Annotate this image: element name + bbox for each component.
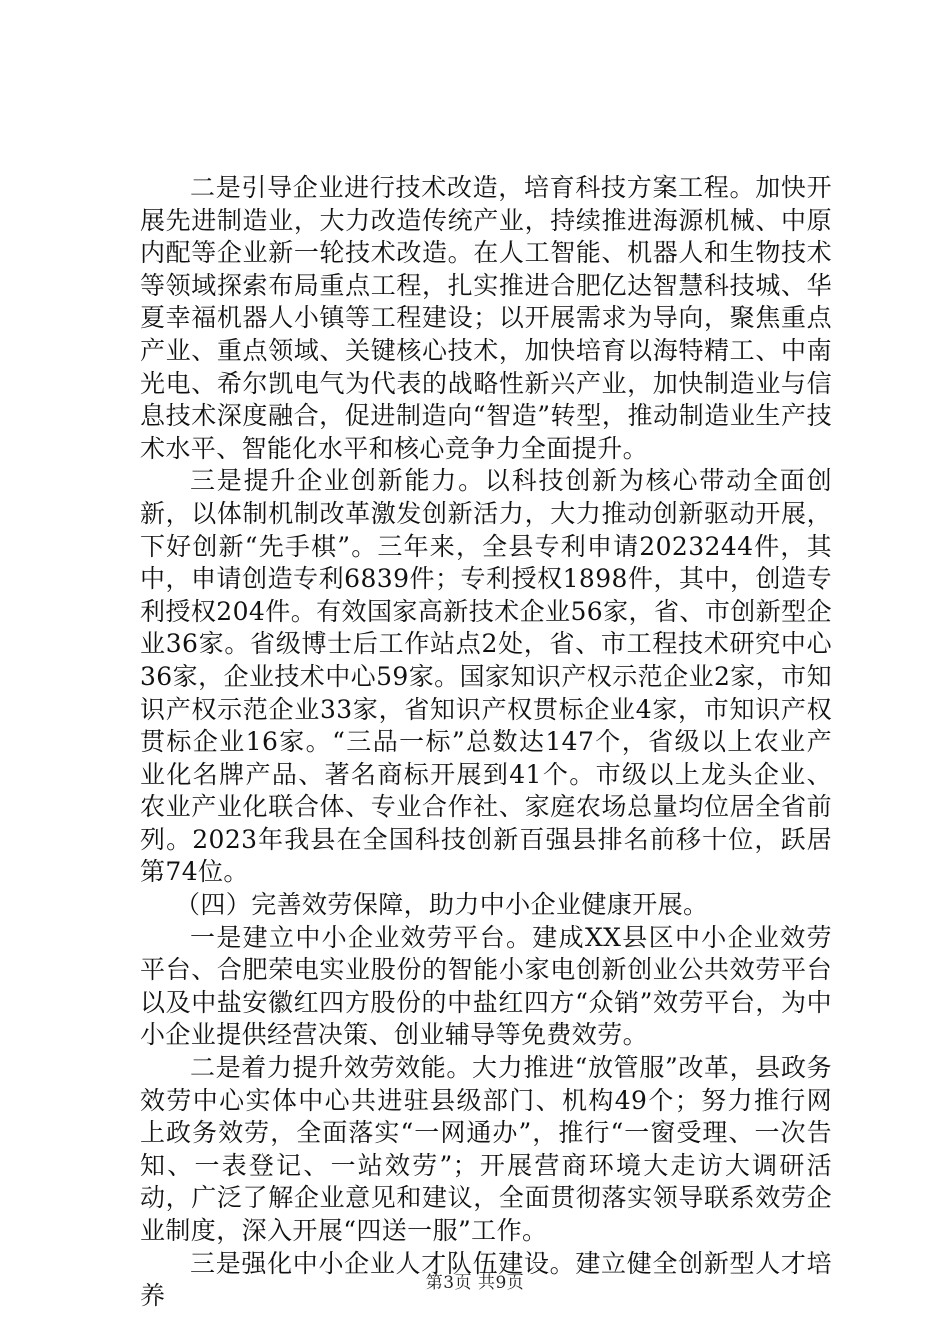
paragraph-service-efficiency: 二是着力提升效劳效能。大力推进“放管服”改革，县政务效劳中心实体中心共进驻县级部门、机构49个；努力推行网上政务效劳，全面落实“一网通办”，推行“一窗受理、一次告知、一表登记、一站效劳”；开展营商环境大走访大调研活动，广泛了解企业意见和建议，全面贯彻落实领导联系效劳企业制度，深入开展“四送一服”工作。 [140,1053,832,1245]
document-body [140,172,832,1313]
paragraph-innovation: 三是提升企业创新能力。以科技创新为核心带动全面创新，以体制机制改革激发创新活力，大力推动创新驱动开展，下好创新“先手棋”。三年来，全县专利申请2023244件，其中，申请创造专利6839件；专利授权1898件，其中，创造专利授权204件。有效国家高新技术企业56家，省、市创新型企业36家。省级博士后工作站点2处，省、市工程技术研究中心36家，企业技术中心59家。国家知识产权示范企业2家，市知识产权示范企业33家，省知识产权贯标企业4家，市知识产权贯标企业16家。“三品一标”总数达147个，省级以上农业产业化名牌产品、著名商标开展到41个。市级以上龙头企业、农业产业化联合体、专业合作社、家庭农场总量均位居全省前列。2023年我县在全国科技创新百强县排名前移十位，跃居第74位。 [140,466,832,887]
paragraph-talent: 三是强化中小企业人才队伍建设。建立健全创新型人才培养 [140,1248,832,1311]
page-number-footer: 第3页 共9页 [425,1273,525,1293]
section-heading-service: （四）完善效劳保障，助力中小企业健康开展。 [175,890,709,920]
paragraph-tech-upgrade: 二是引导企业进行技术改造，培育科技方案工程。加快开展先进制造业，大力改造传统产业，持续推进海源机械、中原内配等企业新一轮技术改造。在人工智能、机器人和生物技术等领域探索布局重点工程，扎实推进合肥亿达智慧科技城、华夏幸福机器人小镇等工程建设；以开展需求为导向，聚焦重点产业、重点领域、关键核心技术，加快培育以海特精工、中南光电、希尔凯电气为代表的战略性新兴产业，加快制造业与信息技术深度融合，促进制造向“智造”转型，推动制造业生产技术水平、智能化水平和核心竞争力全面提升。 [140,173,832,463]
paragraph-service-platform: 一是建立中小企业效劳平台。建成XX县区中小企业效劳平台、合肥荣电实业股份的智能小家电创新创业公共效劳平台以及中盐安徽红四方股份的中盐红四方“众销”效劳平台，为中小企业提供经营决策、创业辅导等免费效劳。 [140,922,832,1050]
